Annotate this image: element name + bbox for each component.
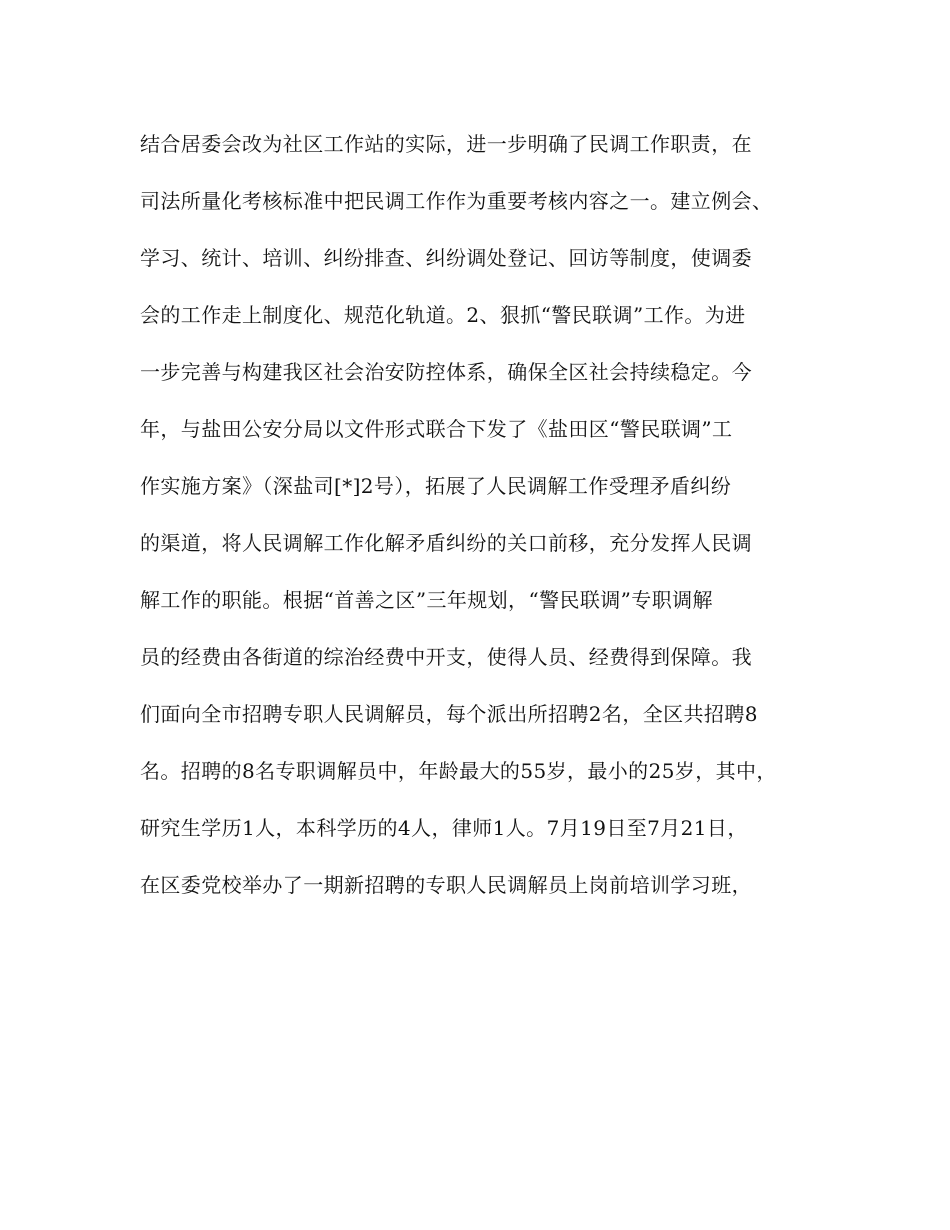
text-line-9: 解工作的职能。根据“首善之区”三年规划，“警民联调”专职调解 xyxy=(140,588,713,612)
text-line-1: 结合居委会改为社区工作站的实际，进一步明确了民调工作职责，在 xyxy=(140,132,752,156)
text-line-12: 名。招聘的8名专职调解员中，年龄最大的55岁，最小的25岁，其中， xyxy=(140,759,777,783)
text-line-3: 学习、统计、培训、纠纷排查、纠纷调处登记、回访等制度，使调委 xyxy=(140,246,752,270)
text-line-11: 们面向全市招聘专职人民调解员，每个派出所招聘2名，全区共招聘8 xyxy=(140,702,758,726)
text-line-8: 的渠道，将人民调解工作化解矛盾纠纷的关口前移，充分发挥人民调 xyxy=(140,531,752,555)
text-line-6: 年，与盐田公安分局以文件形式联合下发了《盐田区“警民联调”工 xyxy=(140,417,733,441)
text-line-7: 作实施方案》（深盐司[*]2号），拓展了人民调解工作受理矛盾纠纷 xyxy=(140,474,732,498)
text-line-2: 司法所量化考核标准中把民调工作作为重要考核内容之一。建立例会、 xyxy=(140,189,773,213)
text-line-14: 在区委党校举办了一期新招聘的专职人民调解员上岗前培训学习班， xyxy=(140,873,752,897)
text-line-5: 一步完善与构建我区社会治安防控体系，确保全区社会持续稳定。今 xyxy=(140,360,752,384)
text-line-4: 会的工作走上制度化、规范化轨道。2、狠抓“警民联调”工作。为进 xyxy=(140,303,746,327)
text-line-10: 员的经费由各街道的综治经费中开支，使得人员、经费得到保障。我 xyxy=(140,645,752,669)
text-line-13: 研究生学历1人，本科学历的4人，律师1人。7月19日至7月21日， xyxy=(140,816,748,840)
body-paragraph xyxy=(140,118,840,916)
